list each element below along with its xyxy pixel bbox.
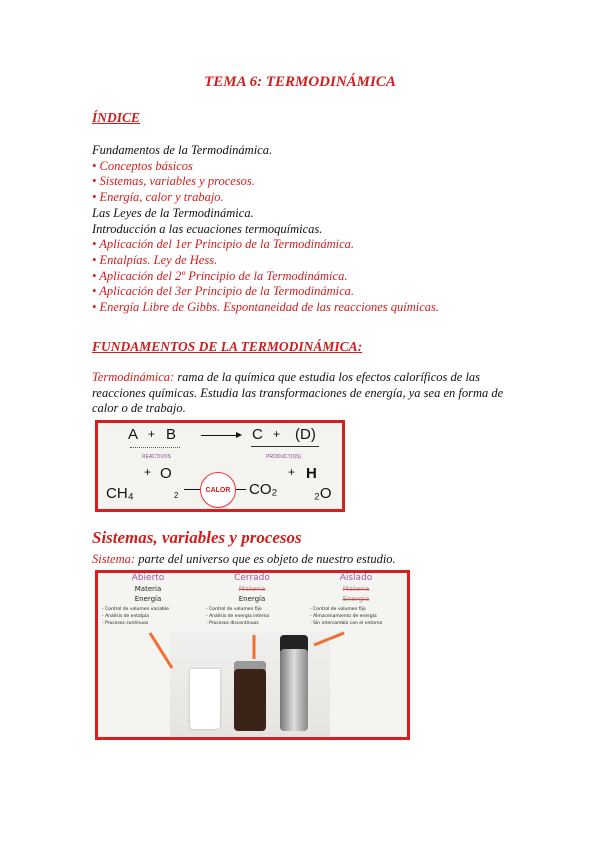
co2-formula: CO₂ (249, 481, 278, 498)
bullet-text: Análisis de entalpía (105, 614, 149, 619)
plus-sign: + (148, 427, 156, 441)
arrow-head-icon (236, 432, 242, 438)
systems-figure (95, 570, 410, 740)
index-item: • Energía Libre de Gibbs. Espontaneidad de las reacciones químicas. (92, 300, 440, 315)
o-formula: O (160, 465, 172, 482)
index-item: • Sistemas, variables y procesos. (92, 174, 255, 189)
definition-paragraph (92, 370, 532, 417)
o-subscript: 2 (174, 491, 179, 500)
section-fundamentos-heading: FUNDAMENTOS DE LA TERMODINÁMICA: (92, 339, 363, 354)
system-type-title: Aislado (339, 573, 373, 583)
divider (130, 447, 180, 448)
exchange-label: Energía (238, 595, 266, 603)
bullet-text: Sin intercambio con el entorno (313, 621, 383, 626)
plus-sign: + (273, 427, 281, 441)
calor-circle: CALOR (200, 472, 236, 508)
system-bullet: - Análisis de entalpía (102, 614, 149, 619)
system-type-title: Abierto (131, 573, 165, 583)
system-bullet: - Almacenamiento de energía (310, 614, 377, 619)
exchange-label: Energía (134, 595, 162, 603)
product-d: (D) (295, 426, 316, 443)
arrow-icon (150, 633, 172, 668)
reaction-figure (95, 420, 345, 512)
index-list (92, 143, 439, 316)
sistema-text: parte del universo que es objeto de nuestro estudio. (135, 552, 396, 566)
bullet-text: Procesos continuos (105, 621, 149, 626)
productos-label: PRODUCTO(S) (266, 454, 302, 460)
bullet-text: Control de volumen variable (105, 607, 169, 612)
index-item: • Entalpías. Ley de Hess. (92, 252, 218, 267)
plus-sign: + (288, 465, 296, 479)
h-formula: H (306, 465, 317, 482)
system-bullet: - Procesos discontinuos (206, 621, 259, 626)
index-item: • Aplicación del 1er Principio de la Termodinámica. (92, 237, 354, 252)
index-item: • Aplicación del 3er Principio de la Termodinámica. (92, 284, 354, 299)
system-bullet: - Análisis de energía interna (206, 614, 270, 619)
exchange-label-struck: Materia (238, 585, 266, 593)
system-bullet: - Control de volumen fijo (310, 607, 366, 612)
index-item: • Energía, calor y trabajo. (92, 190, 224, 205)
index-heading: ÍNDICE (92, 110, 141, 125)
index-item: • Conceptos básicos (92, 158, 193, 173)
definition-text: rama de la química que estudia los efectos caloríficos de las reacciones químicas. Estudia las transformaciones de energía, ya sea en forma de calor o de trabajo. (92, 370, 504, 415)
product-c: C (252, 426, 263, 443)
system-bullet: - Procesos continuos (102, 621, 149, 626)
bullet-text: Control de volumen fijo (209, 607, 262, 612)
h2o-formula: ₂O (314, 485, 332, 502)
arrow-icon (314, 633, 344, 645)
sistema-definition (92, 552, 396, 567)
sistema-term: Sistema: (92, 552, 136, 566)
system-type-title: Cerrado (234, 573, 270, 583)
arrow-line (236, 489, 246, 490)
bullet-text: Almacenamiento de energía (313, 614, 377, 619)
system-bullet: - Control de volumen fijo (206, 607, 262, 612)
system-column-0 (98, 573, 198, 627)
bullet-text: Análisis de energía interna (209, 614, 270, 619)
system-bullet: - Control de volumen variable (102, 607, 169, 612)
definition-term: Termodinámica: (92, 370, 175, 384)
reactant-a: A (128, 426, 139, 443)
exchange-label: Materia (134, 585, 162, 593)
system-column-1 (202, 573, 302, 627)
system-bullet: - Sin intercambio con el entorno (310, 621, 383, 626)
plus-sign: + (144, 465, 152, 479)
system-column-2 (306, 573, 406, 627)
reactant-b: B (166, 426, 177, 443)
reactivos-label: REACTIVOS (142, 454, 171, 460)
section-sistemas-heading: Sistemas, variables y procesos (92, 528, 302, 547)
arrow-line (184, 489, 200, 490)
index-item: Fundamentos de la Termodinámica. (92, 143, 273, 157)
bullet-text: Procesos discontinuos (209, 621, 259, 626)
index-item: Las Leyes de la Termodinámica. (92, 205, 254, 220)
exchange-label-struck: Energía (342, 595, 370, 603)
reaction-arrow (201, 435, 239, 436)
index-item: • Aplicación del 2º Principio de la Termodinámica. (92, 268, 348, 283)
exchange-label-struck: Materia (342, 585, 370, 593)
page-title: TEMA 6: TERMODINÁMICA (204, 74, 396, 90)
bullet-text: Control de volumen fijo (313, 607, 366, 612)
ch4-formula: CH₄ (106, 485, 134, 502)
divider (251, 446, 319, 447)
index-item: Introducción a las ecuaciones termoquímicas. (92, 221, 323, 236)
